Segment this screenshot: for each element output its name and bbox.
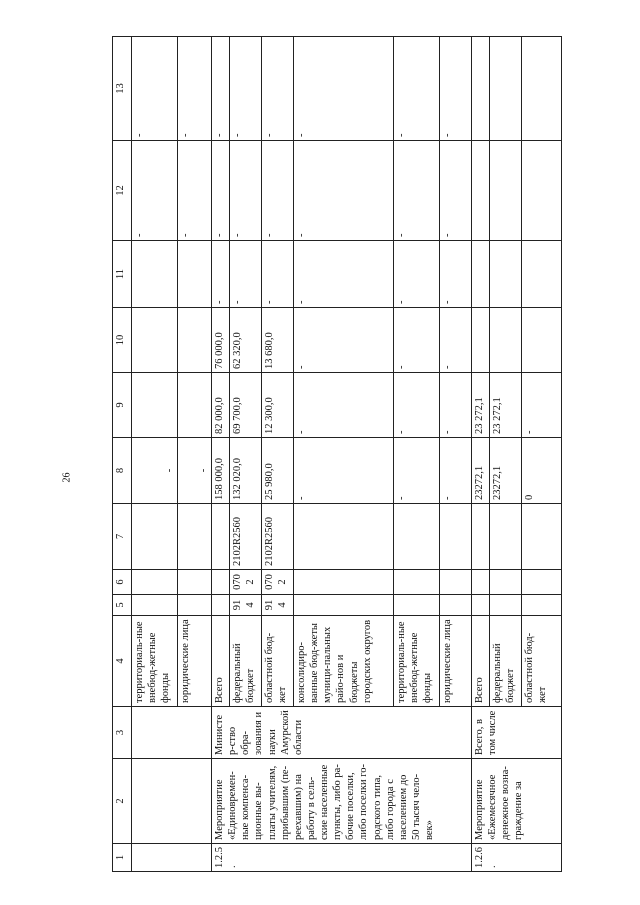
- cell-empty: [440, 570, 472, 595]
- value-col9: -: [522, 373, 562, 438]
- header-cell: 12: [113, 141, 132, 241]
- target-article-code: [212, 504, 230, 570]
- cell-empty: [132, 595, 178, 616]
- value-col12: -: [230, 141, 262, 241]
- header-cell: 5: [113, 595, 132, 616]
- cell-empty: [294, 504, 394, 570]
- value-col9: 23 272,1: [472, 373, 490, 438]
- value-col9: 82 000,0: [212, 373, 230, 438]
- value-col13: -: [212, 37, 230, 141]
- target-article-code: 2102R2560: [262, 504, 294, 570]
- value-col10: -: [394, 308, 440, 373]
- value-col13: [472, 37, 490, 141]
- section-code: 0702: [262, 570, 294, 595]
- value-col11: [490, 241, 522, 308]
- cell-empty: [440, 595, 472, 616]
- value-col11: -: [262, 241, 294, 308]
- header-cell: 4: [113, 616, 132, 707]
- measure-name: Мероприятие «Единовремен-ные компенса-ционные вы-платы учителям, прибывшим (пе-реехавшим) на работу в сель-ские населенные пункты, либо ра-бочие поселки, либо поселки го-родского типа, либо города с населением до 50 тысяч чело-век»: [212, 759, 472, 844]
- value-col11: -: [294, 241, 394, 308]
- value-col8: 0: [522, 438, 562, 504]
- header-cell: 7: [113, 504, 132, 570]
- value-col8: 158 000,0: [212, 438, 230, 504]
- cell-empty: [178, 595, 212, 616]
- value-col10: 76 000,0: [212, 308, 230, 373]
- table-row: [132, 37, 178, 872]
- value-col9: -: [440, 373, 472, 438]
- value-col13: -: [178, 37, 212, 141]
- value-col12: [490, 141, 522, 241]
- value-col8: 23272,1: [472, 438, 490, 504]
- cell-empty: [132, 570, 178, 595]
- cell-empty: [132, 504, 178, 570]
- funding-source: областной бюд-жет: [522, 616, 562, 707]
- page-number: 26: [61, 472, 73, 483]
- value-col11: [472, 241, 490, 308]
- cell-empty: [294, 595, 394, 616]
- value-col11: -: [394, 241, 440, 308]
- cell-empty: [132, 844, 212, 872]
- value-col12: [522, 141, 562, 241]
- cell-empty: [522, 595, 562, 616]
- grbs-code: [212, 595, 230, 616]
- grbs-code: 914: [230, 595, 262, 616]
- funding-source: федеральный бюджет: [490, 616, 522, 707]
- value-col9: 23 272,1: [490, 373, 522, 438]
- value-col12: -: [262, 141, 294, 241]
- value-col11: [132, 241, 178, 308]
- value-col12: -: [294, 141, 394, 241]
- grbs-code: 914: [262, 595, 294, 616]
- header-cell: 11: [113, 241, 132, 308]
- value-col13: -: [132, 37, 178, 141]
- section-code: 0702: [230, 570, 262, 595]
- value-col9: 69 700,0: [230, 373, 262, 438]
- value-col9: 12 300,0: [262, 373, 294, 438]
- value-col13: [490, 37, 522, 141]
- table-row: [472, 37, 490, 872]
- value-col10: 62 320,0: [230, 308, 262, 373]
- value-col10: [490, 308, 522, 373]
- value-col10: [472, 308, 490, 373]
- value-col9: -: [294, 373, 394, 438]
- cell-empty: [394, 570, 440, 595]
- value-col10: [132, 308, 178, 373]
- measure-executor: Всего, в том числе: [472, 707, 562, 759]
- measure-name: Мероприятие «Ежемесячное денежное возна-граждение за: [472, 759, 562, 844]
- value-col13: -: [230, 37, 262, 141]
- cell-empty: [178, 570, 212, 595]
- value-col13: -: [394, 37, 440, 141]
- value-col12: [472, 141, 490, 241]
- target-article-code: 2102R2560: [230, 504, 262, 570]
- funding-source: юридические лица: [178, 616, 212, 707]
- table-row: [212, 37, 230, 872]
- funding-source: территориаль-ные внебюд-жетные фонды: [132, 616, 178, 707]
- value-col8: 23272,1: [490, 438, 522, 504]
- cell-empty: [490, 570, 522, 595]
- funding-source: консолидиро-ванные бюд-жеты муници-пальных райо-нов и бюджеты городских округов: [294, 616, 394, 707]
- cell-empty: [490, 595, 522, 616]
- header-cell: 8: [113, 438, 132, 504]
- value-col10: 13 680,0: [262, 308, 294, 373]
- funding-source: территориаль-ные внебюд-жетные фонды: [394, 616, 440, 707]
- header-cell: 9: [113, 373, 132, 438]
- value-col10: -: [294, 308, 394, 373]
- value-col12: -: [132, 141, 178, 241]
- value-col8: -: [394, 438, 440, 504]
- header-cell: 13: [113, 37, 132, 141]
- measure-number: 1.2.5.: [212, 844, 472, 872]
- header-cell: 6: [113, 570, 132, 595]
- funding-source: областной бюд-жет: [262, 616, 294, 707]
- value-col12: -: [212, 141, 230, 241]
- cell-empty: [440, 504, 472, 570]
- funding-source: Всего: [212, 616, 230, 707]
- cell-empty: [522, 570, 562, 595]
- cell-empty: [472, 570, 490, 595]
- measure-number: 1.2.6.: [472, 844, 562, 872]
- cell-empty: [132, 707, 212, 759]
- cell-empty: [490, 504, 522, 570]
- cell-empty: [132, 759, 212, 844]
- header-cell: 10: [113, 308, 132, 373]
- cell-empty: [294, 570, 394, 595]
- value-col8: -: [132, 438, 178, 504]
- value-col8: -: [440, 438, 472, 504]
- value-col11: [522, 241, 562, 308]
- value-col13: -: [440, 37, 472, 141]
- value-col11: -: [230, 241, 262, 308]
- funding-source: федеральный бюджет: [230, 616, 262, 707]
- value-col10: -: [440, 308, 472, 373]
- cell-empty: [472, 504, 490, 570]
- value-col12: -: [178, 141, 212, 241]
- header-cell: 1: [113, 844, 132, 872]
- budget-table: [112, 36, 562, 872]
- value-col8: 25 980,0: [262, 438, 294, 504]
- value-col9: [178, 373, 212, 438]
- value-col8: -: [294, 438, 394, 504]
- funding-source: юридические лица: [440, 616, 472, 707]
- value-col12: -: [394, 141, 440, 241]
- value-col13: -: [294, 37, 394, 141]
- value-col8: 132 020,0: [230, 438, 262, 504]
- value-col11: -: [440, 241, 472, 308]
- value-col13: [522, 37, 562, 141]
- section-code: [212, 570, 230, 595]
- table-header-row: [113, 37, 132, 872]
- cell-empty: [472, 595, 490, 616]
- value-col9: -: [394, 373, 440, 438]
- cell-empty: [394, 595, 440, 616]
- rotated-table-wrapper: [112, 37, 549, 872]
- value-col11: -: [212, 241, 230, 308]
- value-col8: -: [178, 438, 212, 504]
- measure-executor: Министер-ство обра-зования и науки Амурской области: [212, 707, 472, 759]
- cell-empty: [522, 504, 562, 570]
- cell-empty: [394, 504, 440, 570]
- value-col10: [178, 308, 212, 373]
- value-col11: [178, 241, 212, 308]
- value-col10: [522, 308, 562, 373]
- value-col12: -: [440, 141, 472, 241]
- cell-empty: [178, 504, 212, 570]
- funding-source: Всего: [472, 616, 490, 707]
- header-cell: 3: [113, 707, 132, 759]
- value-col13: -: [262, 37, 294, 141]
- value-col9: [132, 373, 178, 438]
- header-cell: 2: [113, 759, 132, 844]
